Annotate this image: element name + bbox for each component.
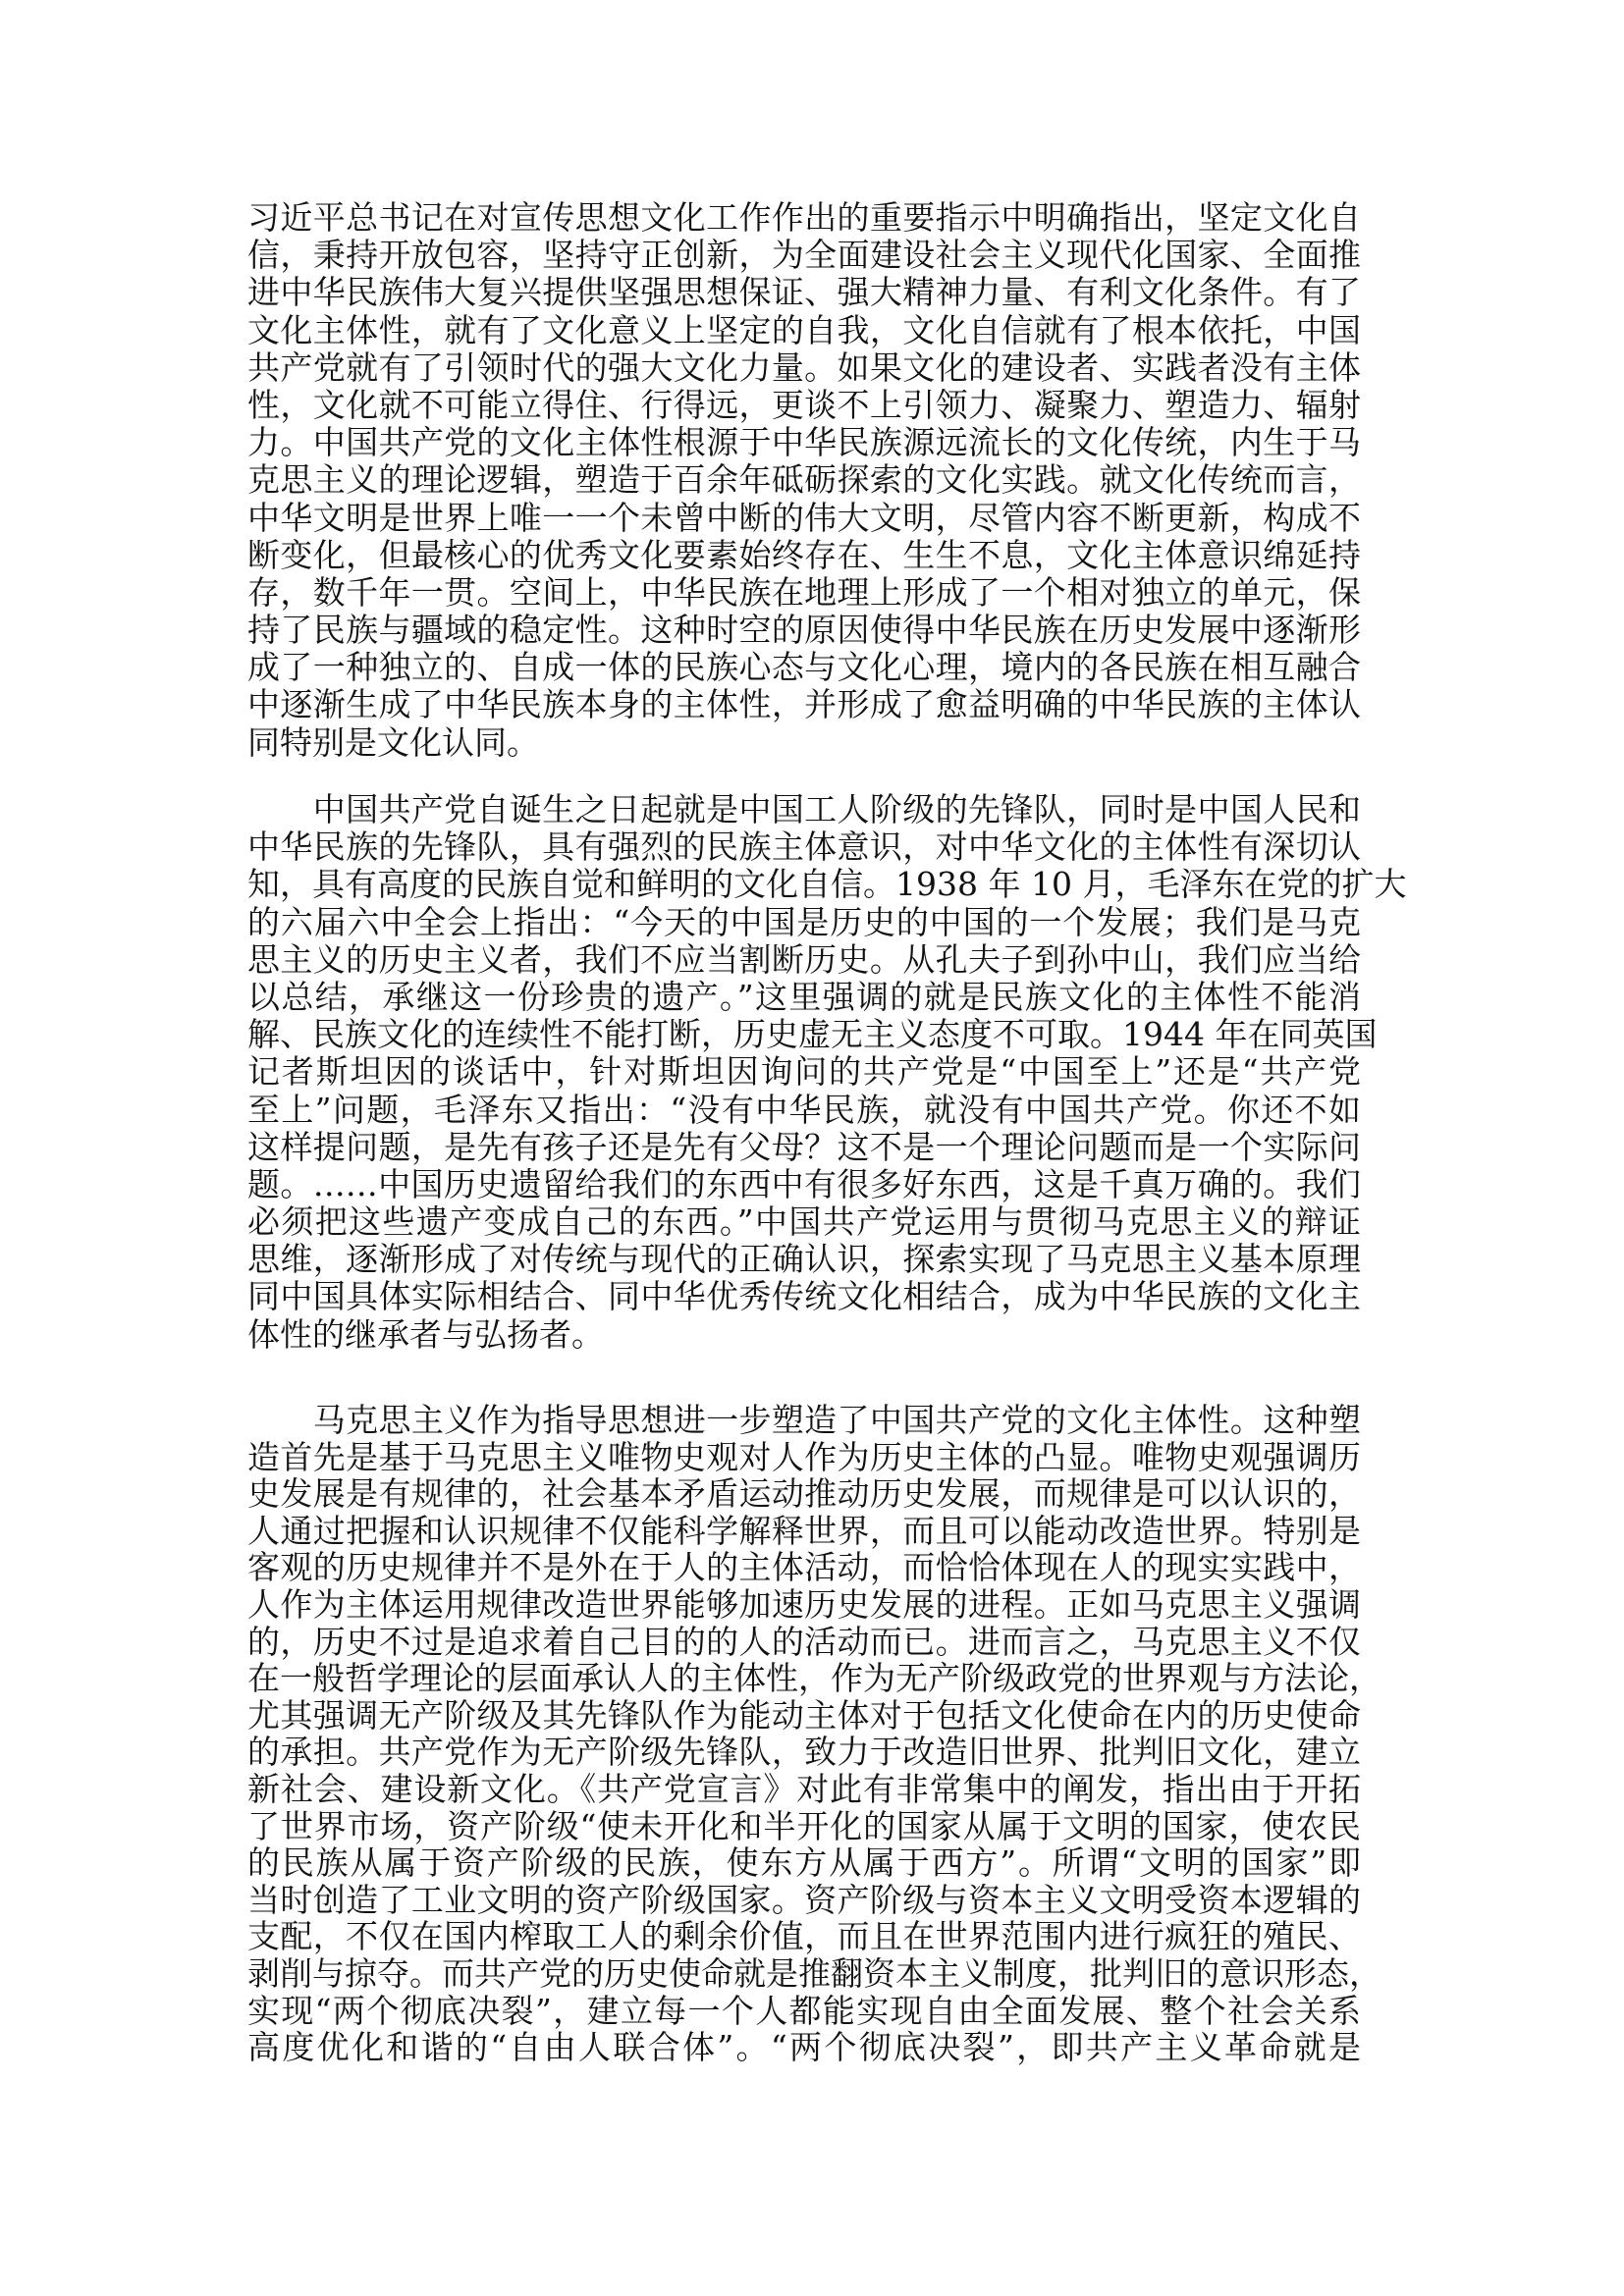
text-line: 成了一种独立的、自成一体的民族心态与文化心理，境内的各民族在相互融合 — [247, 648, 1361, 687]
text-line: 共产党就有了引领时代的强大文化力量。如果文化的建设者、实践者没有主体 — [247, 347, 1361, 387]
text-line: 以总结，承继这一份珍贵的遗产。”这里强调的就是民族文化的主体性不能消 — [247, 977, 1361, 1016]
text-line: 持了民族与疆域的稳定性。这种时空的原因使得中华民族在历史发展中逐渐形 — [247, 611, 1361, 650]
text-line: 新社会、建设新文化。《共产党宣言》对此有非常集中的阐发，指出由于开拓 — [247, 1769, 1361, 1808]
text-line: 解、民族文化的连续性不能打断，历史虚无主义态度不可取。1944 年在同英国 — [247, 1015, 1378, 1054]
text-line: 中华民族的先锋队，具有强烈的民族主体意识，对中华文化的主体性有深切认 — [247, 828, 1361, 867]
text-line: 剥削与掠夺。而共产党的历史使命就是推翻资本主义制度，批判旧的意识形态， — [247, 1953, 1381, 1993]
text-line: 性，文化就不可能立得住、行得远，更谈不上引领力、凝聚力、塑造力、辐射 — [247, 385, 1361, 424]
paragraph-2 — [247, 790, 1407, 1354]
paragraph-3 — [247, 1401, 1381, 2067]
text-line: 力。中国共产党的文化主体性根源于中华民族源远流长的文化传统，内生于马 — [247, 423, 1361, 462]
text-line: 在一般哲学理论的层面承认人的主体性，作为无产阶级政党的世界观与方法论， — [247, 1659, 1381, 1698]
text-line: 进中华民族伟大复兴提供坚强思想保证、强大精神力量、有利文化条件。有了 — [247, 273, 1361, 312]
text-line: 的，历史不过是追求着自己目的的人的活动而已。进而言之，马克思主义不仅 — [247, 1622, 1361, 1661]
text-line: 中国共产党自诞生之日起就是中国工人阶级的先锋队，同时是中国人民和 — [247, 790, 1361, 828]
text-line: 高度优化和谐的“自由人联合体”。“两个彻底决裂”，即共产主义革命就是 — [247, 2028, 1361, 2067]
text-line: 思主义的历史主义者，我们不应当割断历史。从孔夫子到孙中山，我们应当给 — [247, 939, 1361, 979]
text-line: 人作为主体运用规律改造世界能够加速历史发展的进程。正如马克思主义强调 — [247, 1584, 1361, 1624]
text-line: 信，秉持开放包容，坚持守正创新，为全面建设社会主义现代化国家、全面推 — [247, 236, 1361, 275]
text-line: 中华文明是世界上唯一一个未曾中断的伟大文明，尽管内容不断更新，构成不 — [247, 498, 1361, 537]
text-line: 文化主体性，就有了文化意义上坚定的自我，文化自信就有了根本依托，中国 — [247, 310, 1361, 349]
text-line: 习近平总书记在对宣传思想文化工作作出的重要指示中明确指出，坚定文化自 — [247, 198, 1361, 237]
text-line: 必须把这些遗产变成自己的东西。”中国共产党运用与贯彻马克思主义的辩证 — [247, 1202, 1361, 1242]
text-line: 中逐渐生成了中华民族本身的主体性，并形成了愈益明确的中华民族的主体认 — [247, 685, 1361, 724]
text-line: 思维，逐渐形成了对传统与现代的正确认识，探索实现了马克思主义基本原理 — [247, 1240, 1361, 1279]
text-line: 史发展是有规律的，社会基本矛盾运动推动历史发展，而规律是可以认识的， — [247, 1474, 1361, 1514]
text-line: 的六届六中全会上指出：“今天的中国是历史的中国的一个发展；我们是马克 — [247, 902, 1361, 941]
text-line: 支配，不仅在国内榨取工人的剩余价值，而且在世界范围内进行疯狂的殖民、 — [247, 1917, 1361, 1956]
text-line: 马克思主义作为指导思想进一步塑造了中国共产党的文化主体性。这种塑 — [247, 1401, 1361, 1439]
text-line: 断变化，但最核心的优秀文化要素始终存在、生生不息，文化主体意识绵延持 — [247, 535, 1361, 574]
text-line: 同特别是文化认同。 — [247, 722, 539, 762]
text-line: 人通过把握和认识规律不仅能科学解释世界，而且可以能动改造世界。特别是 — [247, 1511, 1361, 1550]
text-line: 尤其强调无产阶级及其先锋队作为能动主体对于包括文化使命在内的历史使命 — [247, 1695, 1361, 1735]
text-line: 克思主义的理论逻辑，塑造于百余年砥砺探索的文化实践。就文化传统而言， — [247, 460, 1361, 500]
text-line: 记者斯坦因的谈话中，针对斯坦因询问的共产党是“中国至上”还是“共产党 — [247, 1052, 1361, 1092]
text-line: 同中国具体实际相结合、同中华优秀传统文化相结合，成为中华民族的文化主 — [247, 1277, 1361, 1316]
paragraph-1 — [247, 199, 1361, 762]
text-line: 造首先是基于马克思主义唯物史观对人作为历史主体的凸显。唯物史观强调历 — [247, 1437, 1361, 1476]
text-line: 这样提问题，是先有孩子还是先有父母？这不是一个理论问题而是一个实际问 — [247, 1127, 1361, 1166]
text-line: 了世界市场，资产阶级“使未开化和半开化的国家从属于文明的国家，使农民 — [247, 1806, 1361, 1845]
text-line: 至上”问题，毛泽东又指出：“没有中华民族，就没有中国共产党。你还不如 — [247, 1090, 1361, 1129]
text-line: 客观的历史规律并不是外在于人的主体活动，而恰恰体现在人的现实实践中， — [247, 1548, 1361, 1587]
text-line: 存，数千年一贯。空间上，中华民族在地理上形成了一个相对独立的单元，保 — [247, 572, 1361, 612]
text-line: 题。……中国历史遗留给我们的东西中有很多好东西，这是千真万确的。我们 — [247, 1164, 1361, 1203]
text-line: 体性的继承者与弘扬者。 — [247, 1314, 604, 1354]
text-line: 的民族从属于资产阶级的民族，使东方从属于西方”。所谓“文明的国家”即 — [247, 1843, 1361, 1883]
text-line: 的承担。共产党作为无产阶级先锋队，致力于改造旧世界、批判旧文化，建立 — [247, 1733, 1361, 1772]
text-line: 知，具有高度的民族自觉和鲜明的文化自信。1938 年 10 月，毛泽东在党的扩大 — [247, 865, 1407, 904]
text-line: 实现“两个彻底决裂”，建立每一个人都能实现自由全面发展、整个社会关系 — [247, 1991, 1361, 2030]
text-line: 当时创造了工业文明的资产阶级国家。资产阶级与资本主义文明受资本逻辑的 — [247, 1880, 1361, 1919]
